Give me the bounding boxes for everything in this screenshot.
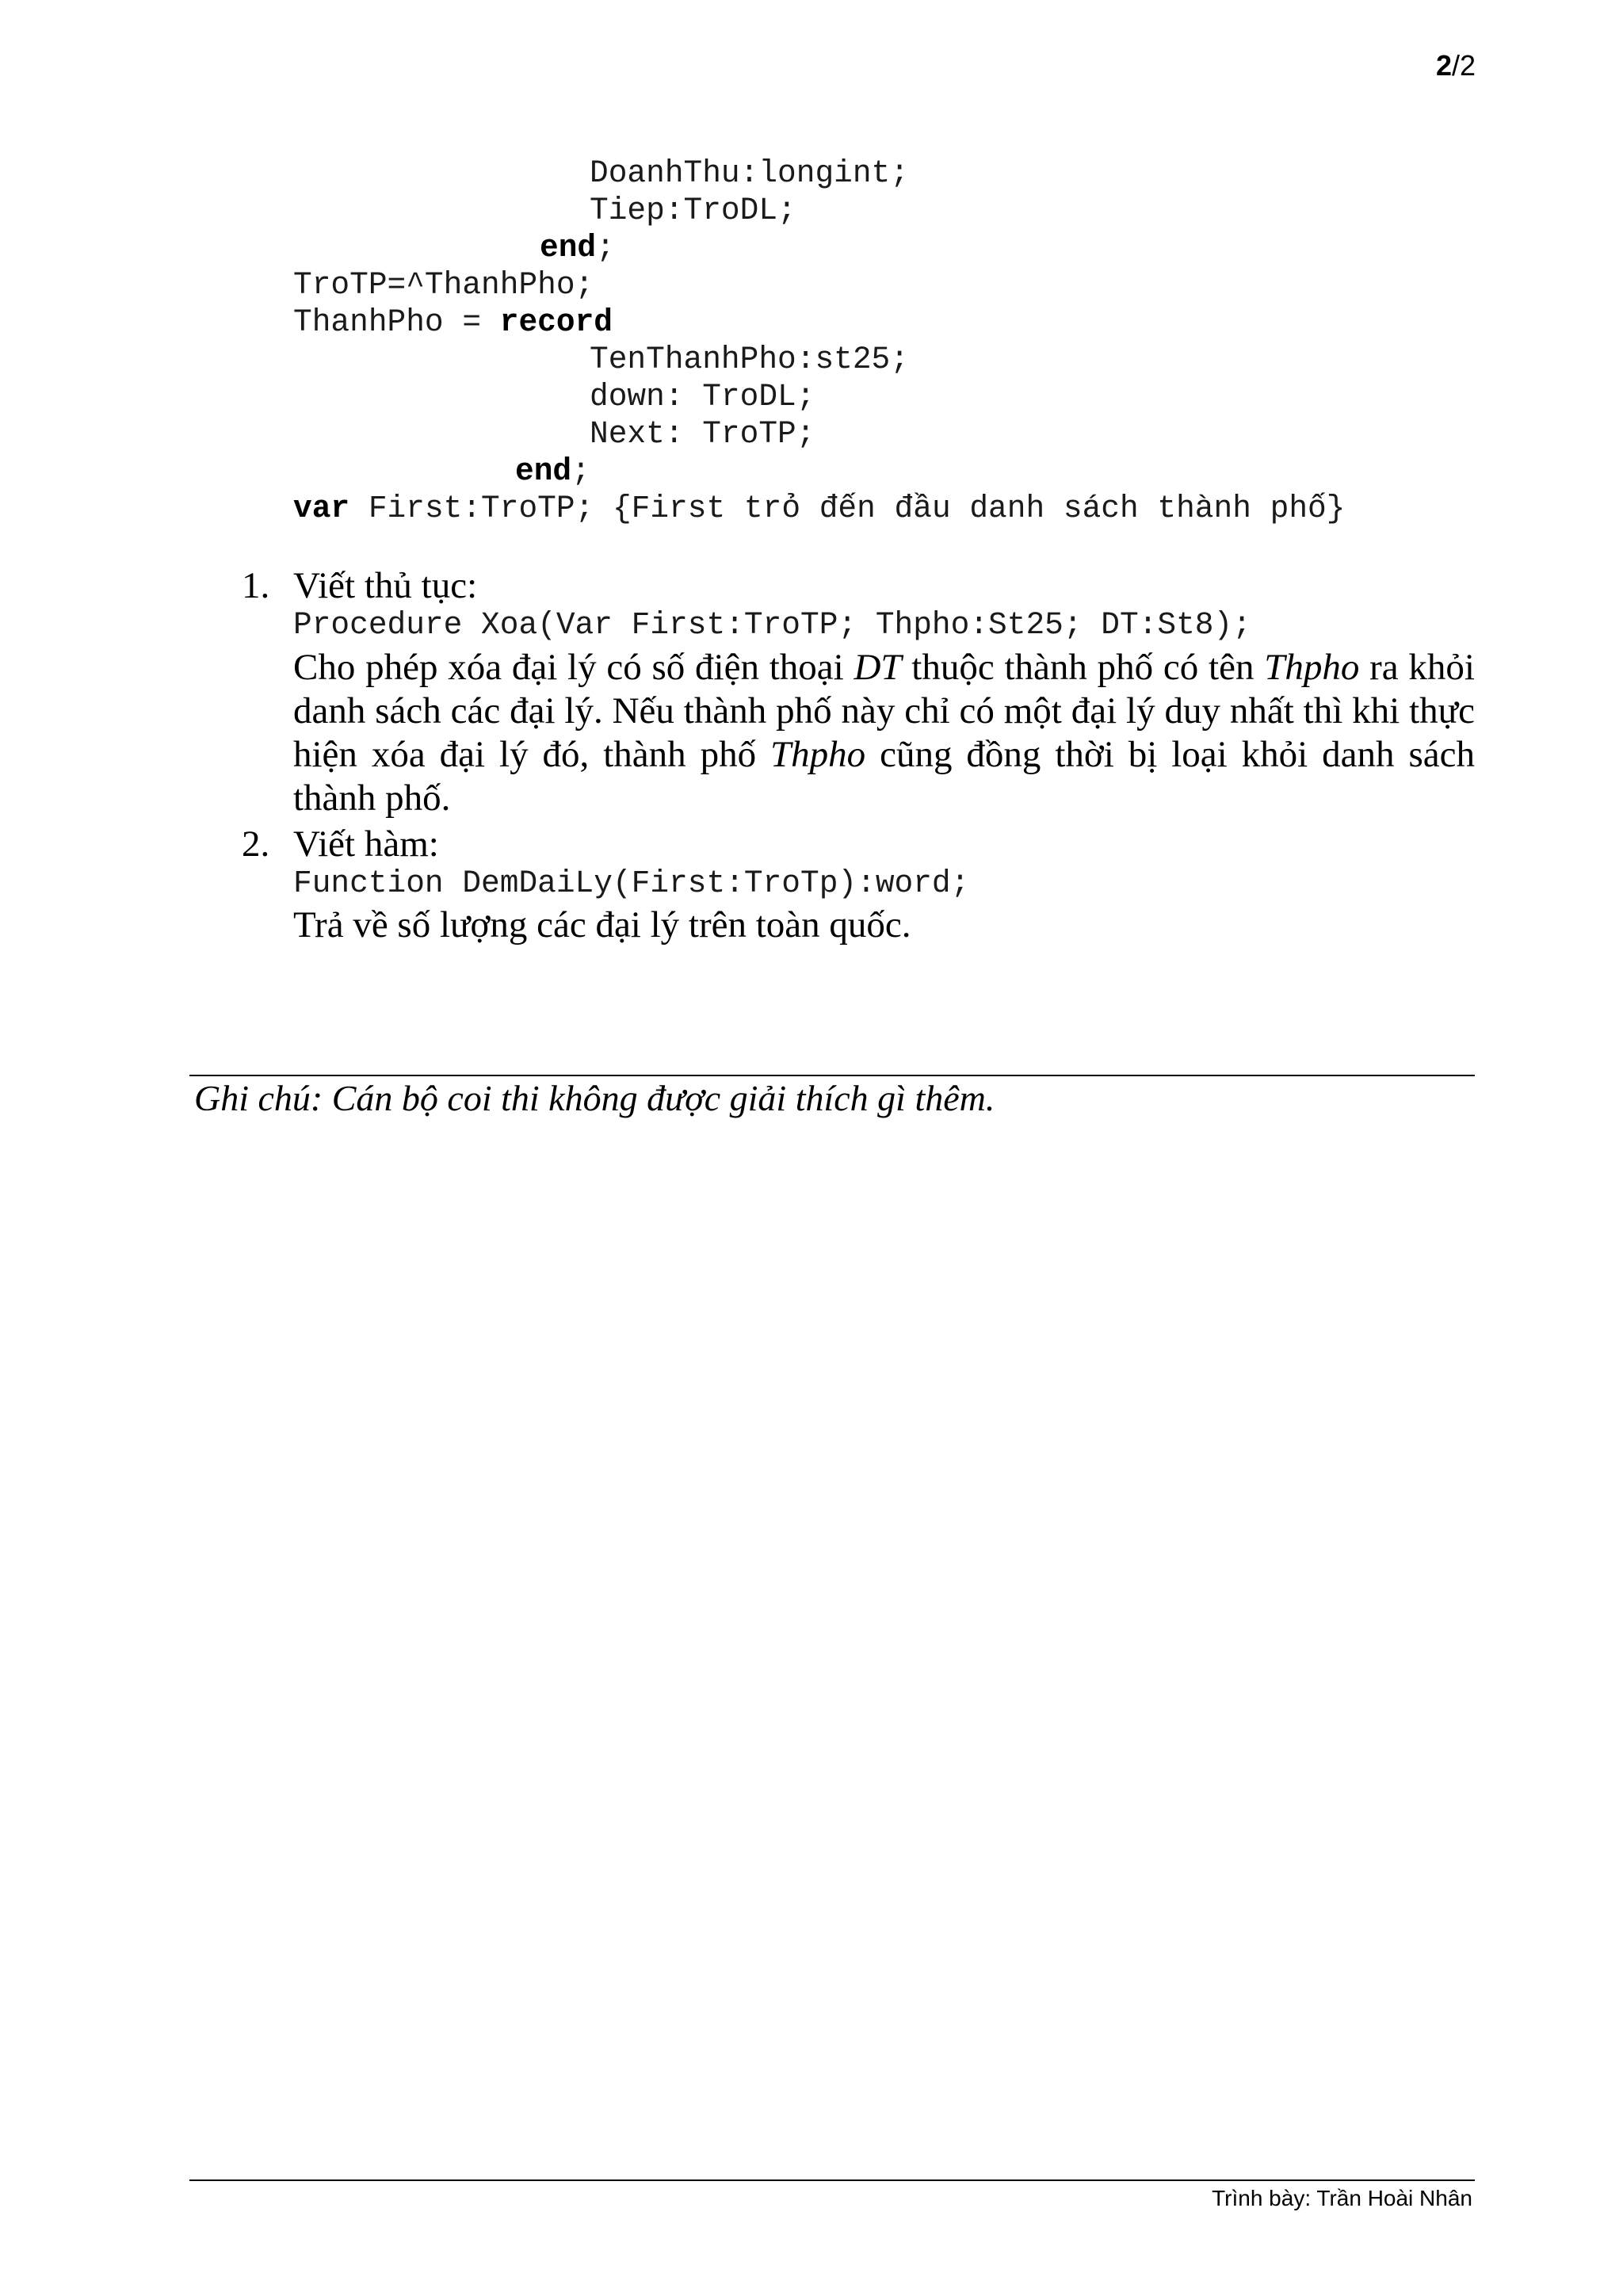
code-line: DoanhThu:longint; <box>590 155 909 191</box>
task-1-signature: Procedure Xoa(Var First:TroTP; Thpho:St25; DT:St8); <box>293 607 1251 643</box>
task-1-heading: Viết thủ tục: <box>293 565 478 606</box>
footer-credit: Trình bày: Trần Hoài Nhân <box>1212 2186 1472 2210</box>
code-line: TenThanhPho:st25; <box>590 342 909 377</box>
italic-term: Thpho <box>770 734 866 775</box>
text-run: ra khỏi danh sách các đại lý. Nếu thành phố này chỉ có một đại lý duy nhất thì khi thực hiện xóa đại lý đó, thành phố <box>293 647 1475 775</box>
task-2-description: Trả về số lượng các đại lý trên toàn quốc. <box>293 904 911 946</box>
code-text: First:TroTP; {First trỏ đến đầu danh sách thành phố} <box>349 491 1346 526</box>
code-line: Next: TroTP; <box>590 416 815 452</box>
task-1-marker: 1. <box>242 565 270 606</box>
code-line: down: TroDL; <box>590 379 815 415</box>
italic-term: Thpho <box>1264 647 1360 688</box>
code-line <box>540 230 615 267</box>
text-run: cũng đồng thời bị loại khỏi danh sách thành phố. <box>293 734 1475 819</box>
code-punct: ; <box>596 230 615 266</box>
keyword-record: record <box>499 304 613 340</box>
task-2-marker: 2. <box>242 823 270 865</box>
page-number <box>1436 49 1476 82</box>
code-punct: ; <box>571 453 590 489</box>
code-text: ThanhPho = <box>293 304 500 340</box>
italic-term: DT <box>854 647 902 688</box>
text-run: Cho phép xóa đại lý có số điện thoại <box>293 647 854 688</box>
code-line: Tiep:TroDL; <box>590 193 796 228</box>
page-total: /2 <box>1451 49 1476 82</box>
keyword-var: var <box>293 491 350 526</box>
code-line <box>293 304 613 342</box>
task-1-description <box>293 646 1475 820</box>
note-text: Ghi chú: Cán bộ coi thi không được giải thích gì thêm. <box>194 1078 995 1118</box>
text-run: thuộc thành phố có tên <box>901 647 1265 688</box>
code-line: TroTP=^ThanhPho; <box>293 267 594 303</box>
task-2-signature: Function DemDaiLy(First:TroTp):word; <box>293 865 970 901</box>
task-2-heading: Viết hàm: <box>293 823 439 865</box>
code-line <box>293 491 1345 528</box>
page-current: 2 <box>1435 49 1452 82</box>
keyword-end: end <box>515 453 572 489</box>
footer-divider <box>189 2179 1475 2181</box>
code-line <box>515 453 590 491</box>
keyword-end: end <box>540 230 597 266</box>
